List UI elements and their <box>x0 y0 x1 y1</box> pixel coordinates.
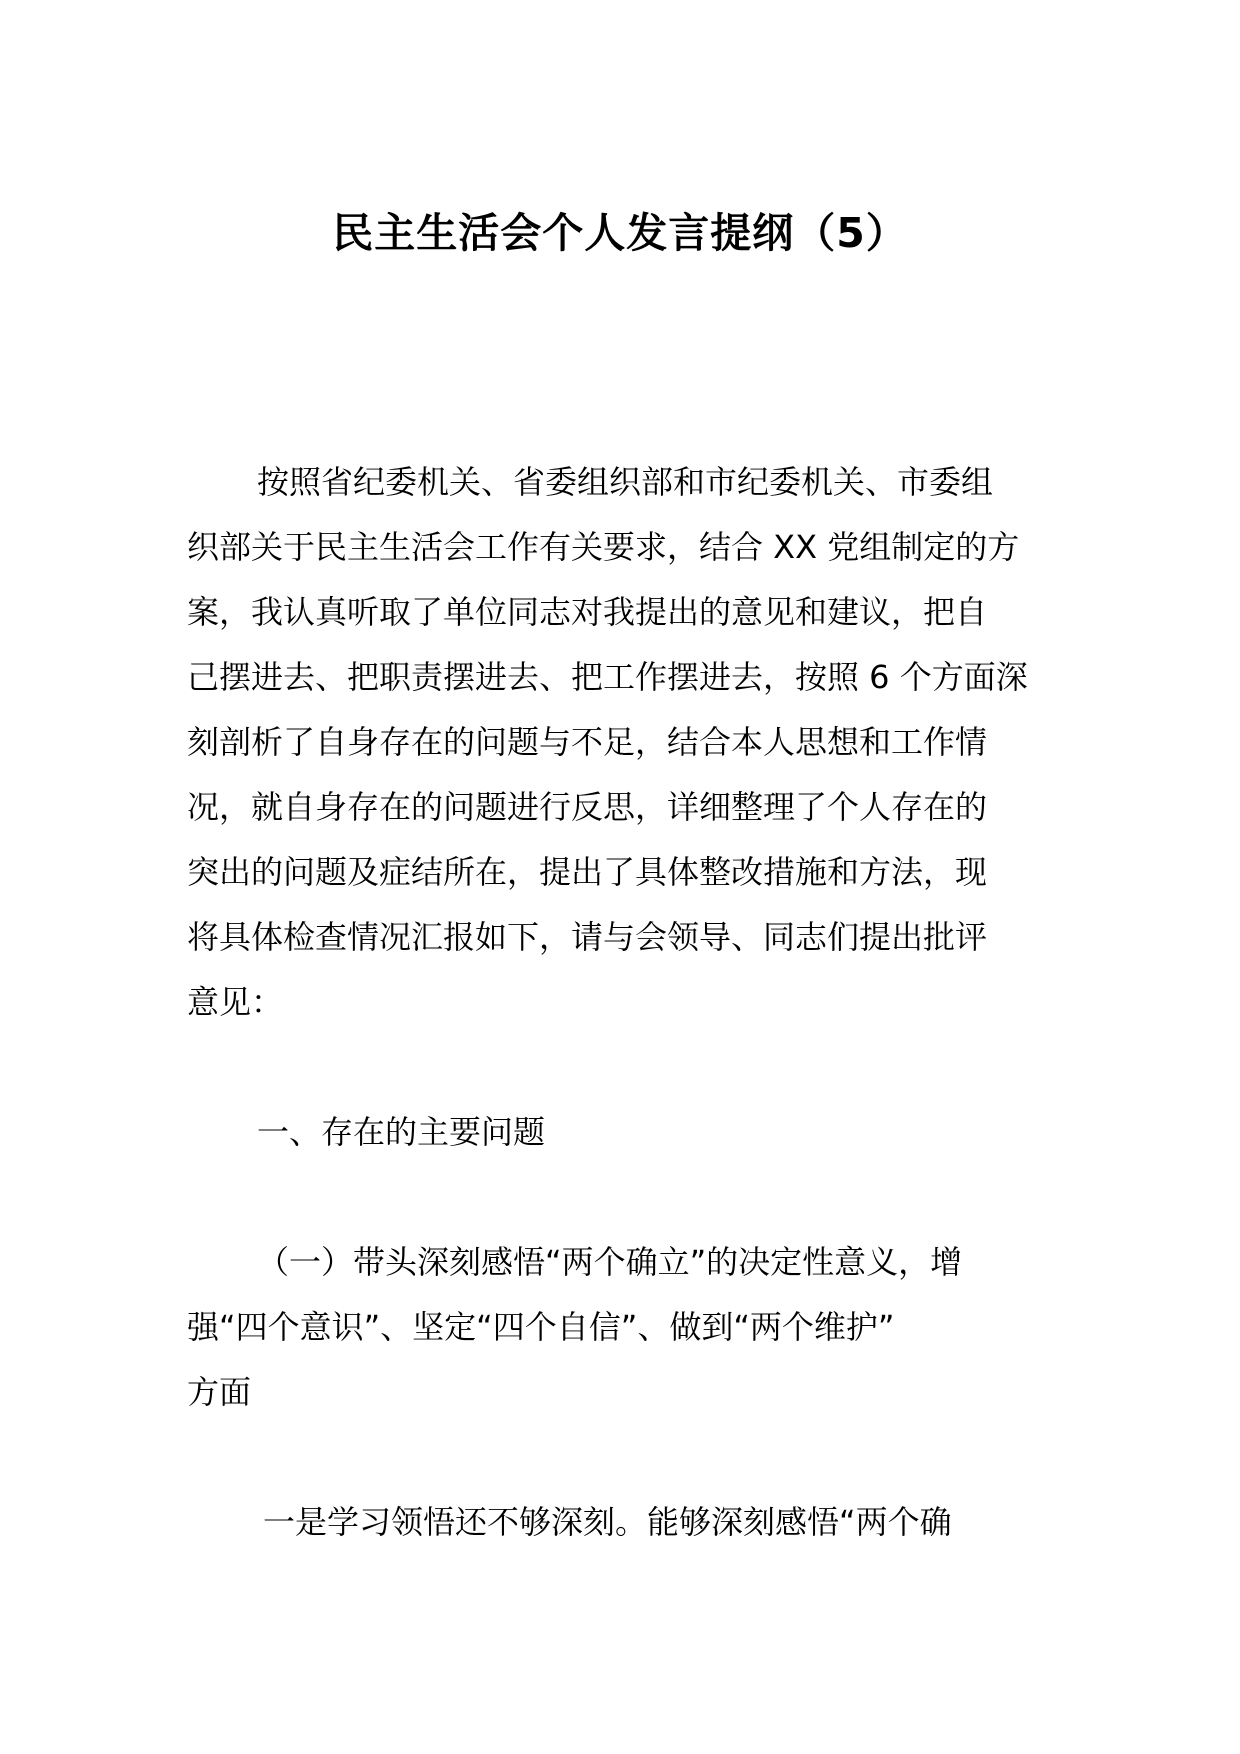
intro-line: 况，就自身存在的问题进行反思，详细整理了个人存在的 <box>187 788 988 826</box>
intro-line: 织部关于民主生活会工作有关要求，结合 XX 党组制定的方 <box>187 528 1020 566</box>
subsection-line: 强“四个意识”、坚定“四个自信”、做到“两个维护” <box>187 1308 895 1346</box>
intro-line: 将具体检查情况汇报如下，请与会领导、同志们提出批评 <box>187 918 988 956</box>
intro-line: 案，我认真听取了单位同志对我提出的意见和建议，把自 <box>187 593 988 631</box>
subsection-line: 方面 <box>187 1373 252 1411</box>
intro-line: 意见： <box>187 983 284 1021</box>
subsection-line: （一）带头深刻感悟“两个确立”的决定性意义，增 <box>257 1243 963 1281</box>
section-heading: 一、存在的主要问题 <box>257 1113 546 1151</box>
intro-line: 突出的问题及症结所在，提出了具体整改措施和方法，现 <box>187 853 988 891</box>
point-line: 一是学习领悟还不够深刻。能够深刻感悟“两个确 <box>263 1503 952 1541</box>
document-body <box>187 450 1057 1555</box>
intro-line: 刻剖析了自身存在的问题与不足，结合本人思想和工作情 <box>187 723 988 761</box>
intro-line: 己摆进去、把职责摆进去、把工作摆进去，按照 6 个方面深 <box>187 658 1028 696</box>
intro-line: 按照省纪委机关、省委组织部和市纪委机关、市委组 <box>257 463 994 501</box>
document-title: 民主生活会个人发言提纲（5） <box>332 209 908 257</box>
